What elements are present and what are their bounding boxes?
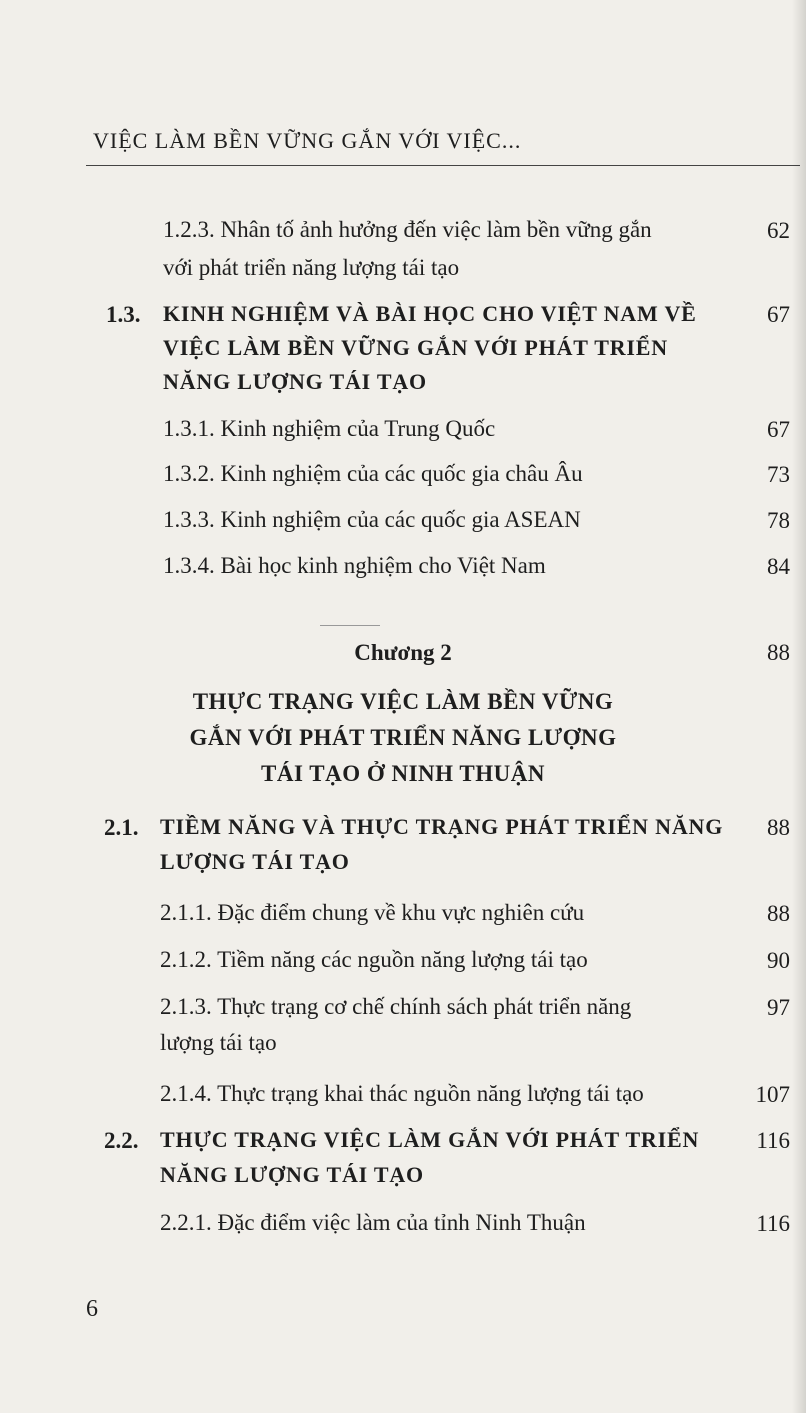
entry-line: 2.1.3. Thực trạng cơ chế chính sách phát triển năng [160, 994, 632, 1019]
section-number: 2.1. [104, 815, 139, 840]
entry-line: LƯỢNG TÁI TẠO [160, 849, 350, 874]
entry-line: TIỀM NĂNG VÀ THỰC TRẠNG PHÁT TRIỂN NĂNG [160, 814, 724, 839]
entry-page: 116 [756, 1211, 790, 1236]
entry-page: 88 [767, 815, 790, 840]
divider [320, 625, 380, 626]
chapter-page: 88 [767, 640, 790, 665]
entry-line: THỰC TRẠNG VIỆC LÀM GẮN VỚI PHÁT TRIỂN [160, 1127, 700, 1152]
entry-page: 78 [767, 508, 790, 533]
entry-page: 73 [767, 462, 790, 487]
page-edge-shadow [792, 0, 806, 1413]
entry-page: 90 [767, 948, 790, 973]
entry-line: 2.2.1. Đặc điểm việc làm của tỉnh Ninh Thuận [160, 1210, 586, 1235]
entry-page: 116 [756, 1128, 790, 1153]
entry-line: 1.3.3. Kinh nghiệm của các quốc gia ASEAN [163, 507, 581, 532]
entry-page: 97 [767, 995, 790, 1020]
entry-line: 2.1.1. Đặc điểm chung về khu vực nghiên cứu [160, 900, 585, 925]
page-number: 6 [86, 1296, 98, 1322]
entry-page: 84 [767, 554, 790, 579]
entry-line: 1.2.3. Nhân tố ảnh hưởng đến việc làm bền vững gắn [163, 217, 652, 242]
entry-line: 2.1.4. Thực trạng khai thác nguồn năng lượng tái tạo [160, 1081, 644, 1106]
entry-line: KINH NGHIỆM VÀ BÀI HỌC CHO VIỆT NAM VỀ [163, 301, 697, 326]
chapter-title-line: GẮN VỚI PHÁT TRIỂN NĂNG LƯỢNG [189, 725, 617, 750]
chapter-title-line: TÁI TẠO Ở NINH THUẬN [261, 761, 545, 786]
entry-page: 88 [767, 901, 790, 926]
entry-line: NĂNG LƯỢNG TÁI TẠO [163, 369, 427, 394]
section-number: 1.3. [106, 302, 141, 327]
running-header: VIỆC LÀM BỀN VỮNG GẮN VỚI VIỆC... [93, 128, 522, 153]
entry-line: 1.3.1. Kinh nghiệm của Trung Quốc [163, 416, 496, 441]
chapter-label: Chương 2 [354, 640, 452, 665]
entry-page: 62 [767, 218, 790, 243]
entry-line: 1.3.4. Bài học kinh nghiệm cho Việt Nam [163, 553, 546, 578]
entry-line: lượng tái tạo [160, 1030, 277, 1055]
entry-line: với phát triển năng lượng tái tạo [163, 255, 460, 280]
header-rule [86, 165, 800, 166]
entry-page: 67 [767, 302, 790, 327]
entry-line: 2.1.2. Tiềm năng các nguồn năng lượng tái tạo [160, 947, 588, 972]
entry-page: 67 [767, 417, 790, 442]
chapter-title-line: THỰC TRẠNG VIỆC LÀM BỀN VỮNG [192, 689, 614, 714]
entry-line: VIỆC LÀM BỀN VỮNG GẮN VỚI PHÁT TRIỂN [163, 335, 668, 360]
section-number: 2.2. [104, 1128, 139, 1153]
entry-line: 1.3.2. Kinh nghiệm của các quốc gia châu Âu [163, 461, 583, 486]
entry-line: NĂNG LƯỢNG TÁI TẠO [160, 1162, 424, 1187]
entry-page: 107 [755, 1082, 790, 1107]
